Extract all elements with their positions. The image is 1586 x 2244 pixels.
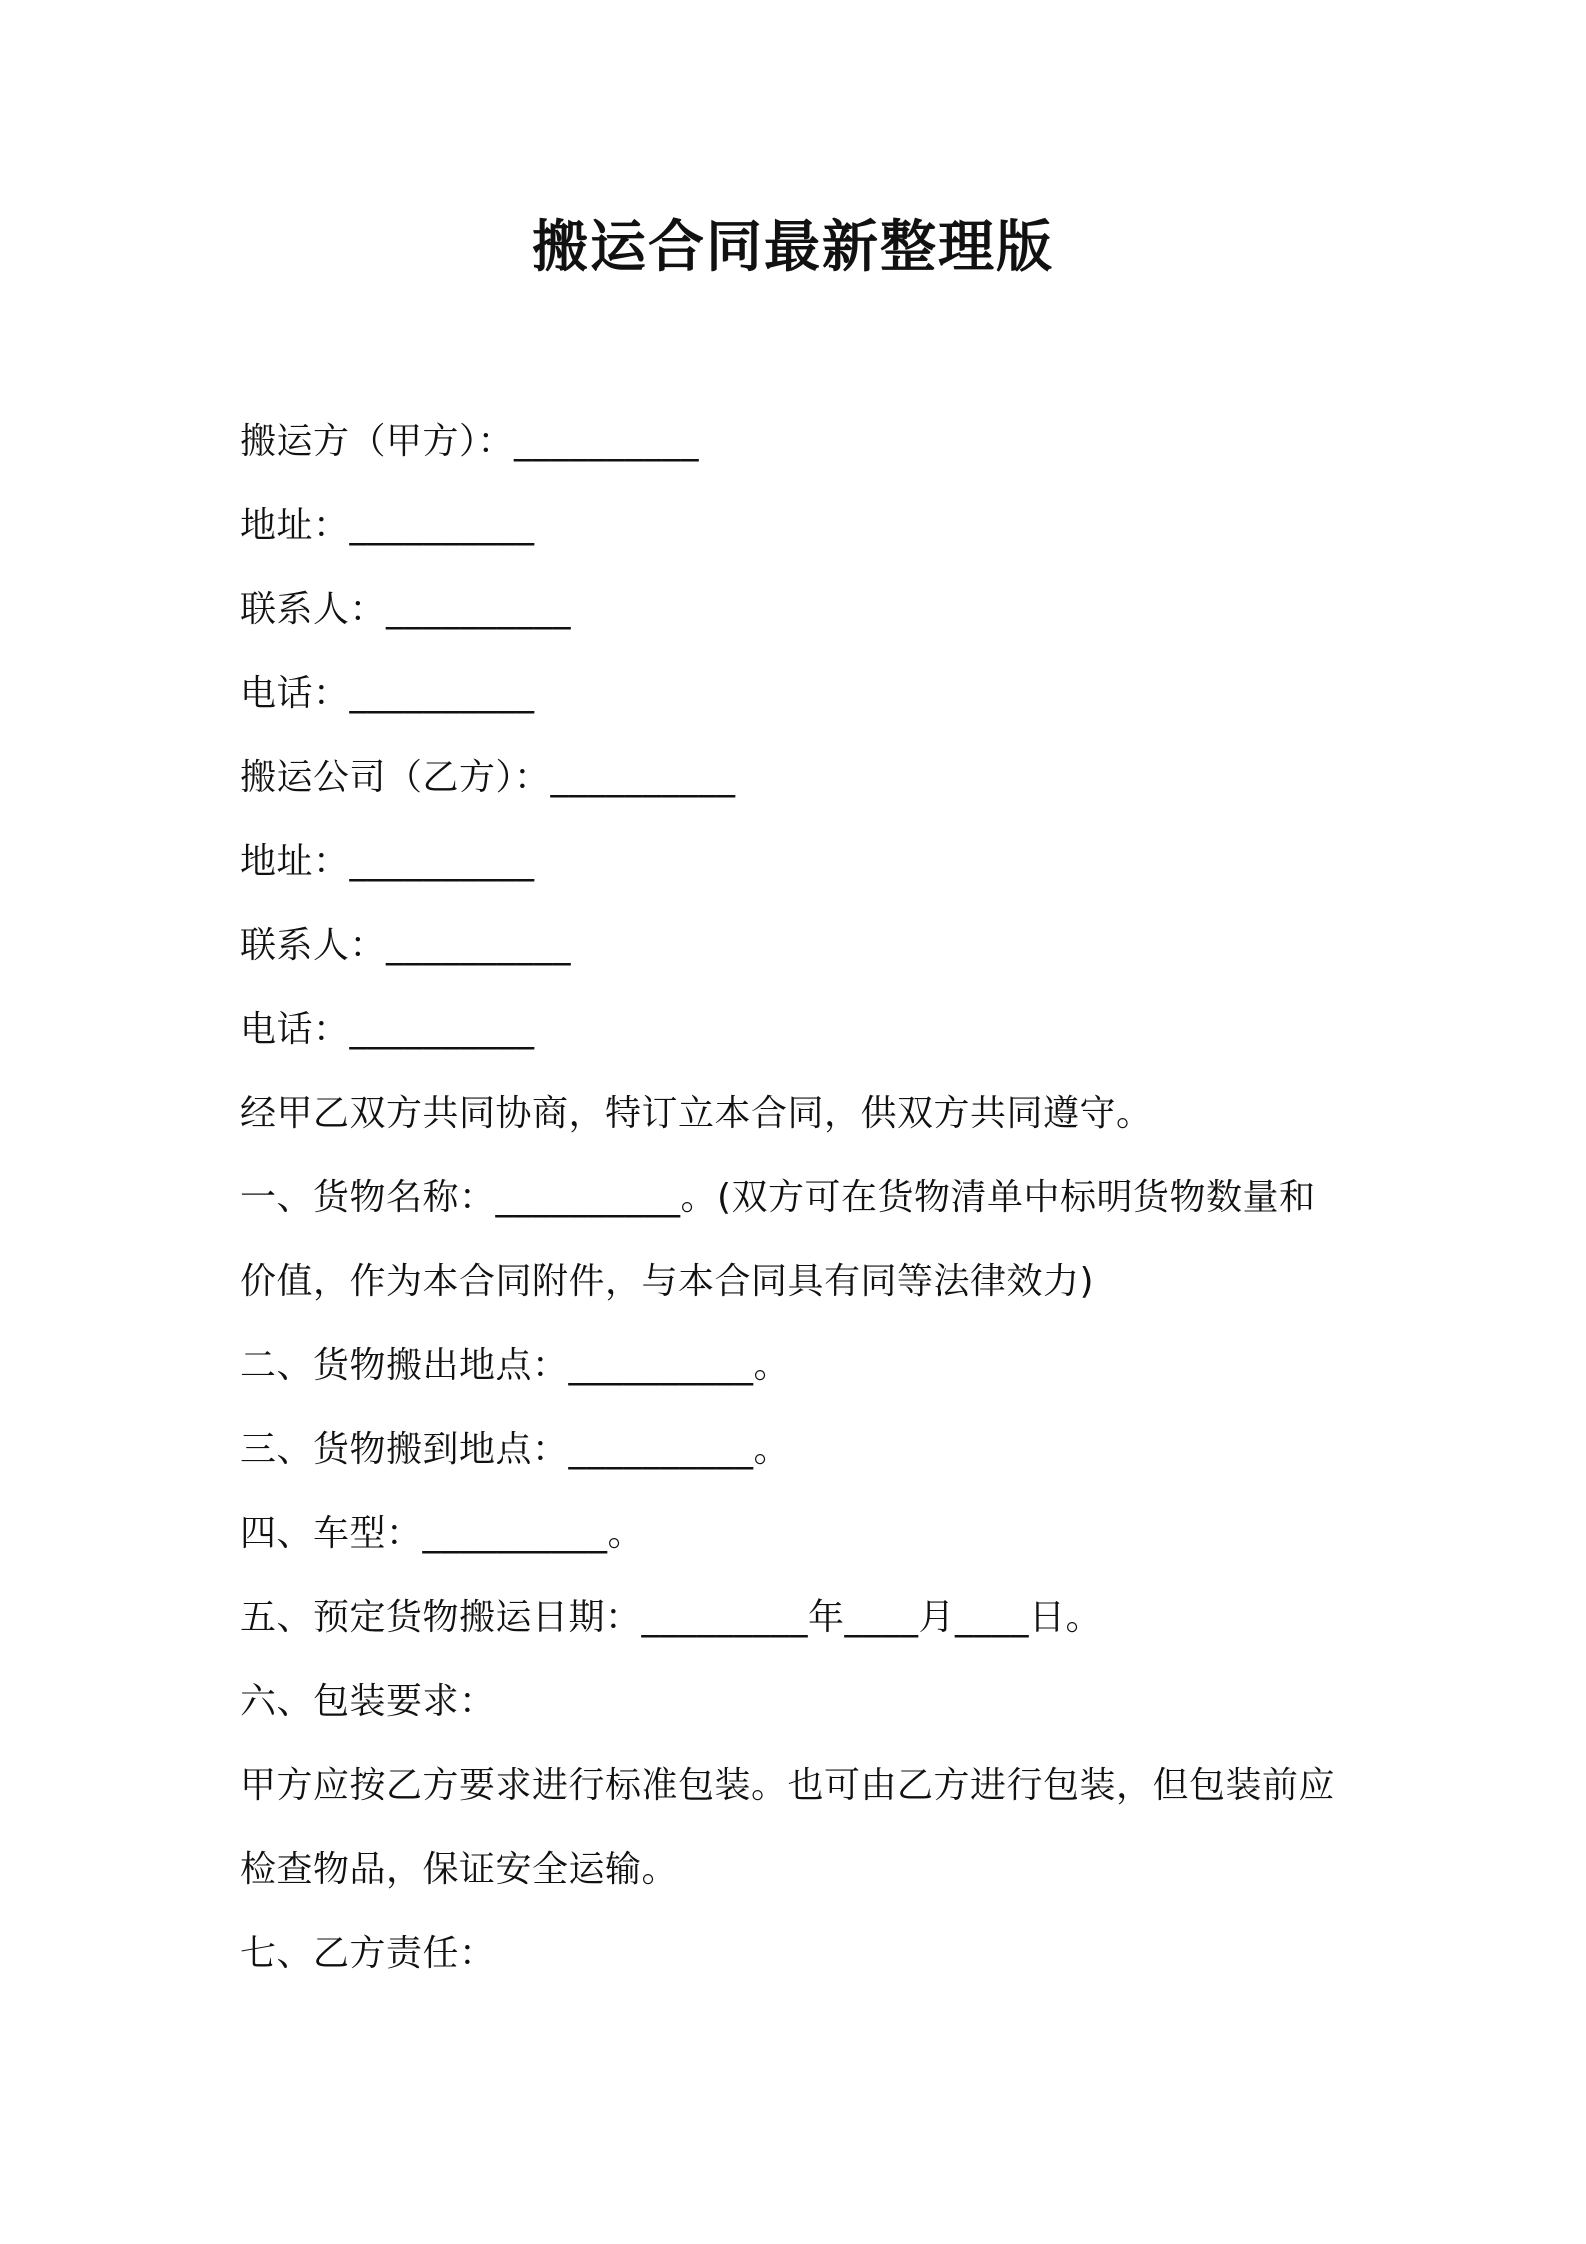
clause-6-text-line-1: 甲方应按乙方要求进行标准包装。也可由乙方进行包装，但包装前应 xyxy=(240,1765,1336,1806)
clause-5-line: 五、预定货物搬运日期：_________年____月____日。 xyxy=(240,1597,1103,1638)
agreement-intro-line: 经甲乙双方共同协商，特订立本合同，供双方共同遵守。 xyxy=(240,1093,1153,1134)
clause-7-heading: 七、乙方责任： xyxy=(240,1933,496,1974)
clause-1-line-1: 一、货物名称：__________。(双方可在货物清单中标明货物数量和 xyxy=(240,1177,1316,1218)
clause-3-line: 三、货物搬到地点：__________。 xyxy=(240,1429,791,1470)
clause-6-heading: 六、包装要求： xyxy=(240,1681,496,1722)
party-a-name-line: 搬运方（甲方）：__________ xyxy=(240,421,700,462)
party-b-phone-line: 电话：__________ xyxy=(240,1009,535,1050)
party-b-contact-line: 联系人：__________ xyxy=(240,925,572,966)
clause-4-line: 四、车型：__________。 xyxy=(240,1513,645,1554)
party-a-phone-line: 电话：__________ xyxy=(240,673,535,714)
clause-1-line-2: 价值，作为本合同附件，与本合同具有同等法律效力) xyxy=(240,1261,1095,1302)
document-body xyxy=(240,400,1360,1996)
party-b-address-line: 地址：__________ xyxy=(240,841,535,882)
clause-2-line: 二、货物搬出地点：__________。 xyxy=(240,1345,791,1386)
clause-6-text-line-2: 检查物品，保证安全运输。 xyxy=(240,1849,679,1890)
party-a-contact-line: 联系人：__________ xyxy=(240,589,572,630)
document-title: 搬运合同最新整理版 xyxy=(532,215,1054,280)
party-a-address-line: 地址：__________ xyxy=(240,505,535,546)
party-b-name-line: 搬运公司（乙方）：__________ xyxy=(240,757,736,798)
